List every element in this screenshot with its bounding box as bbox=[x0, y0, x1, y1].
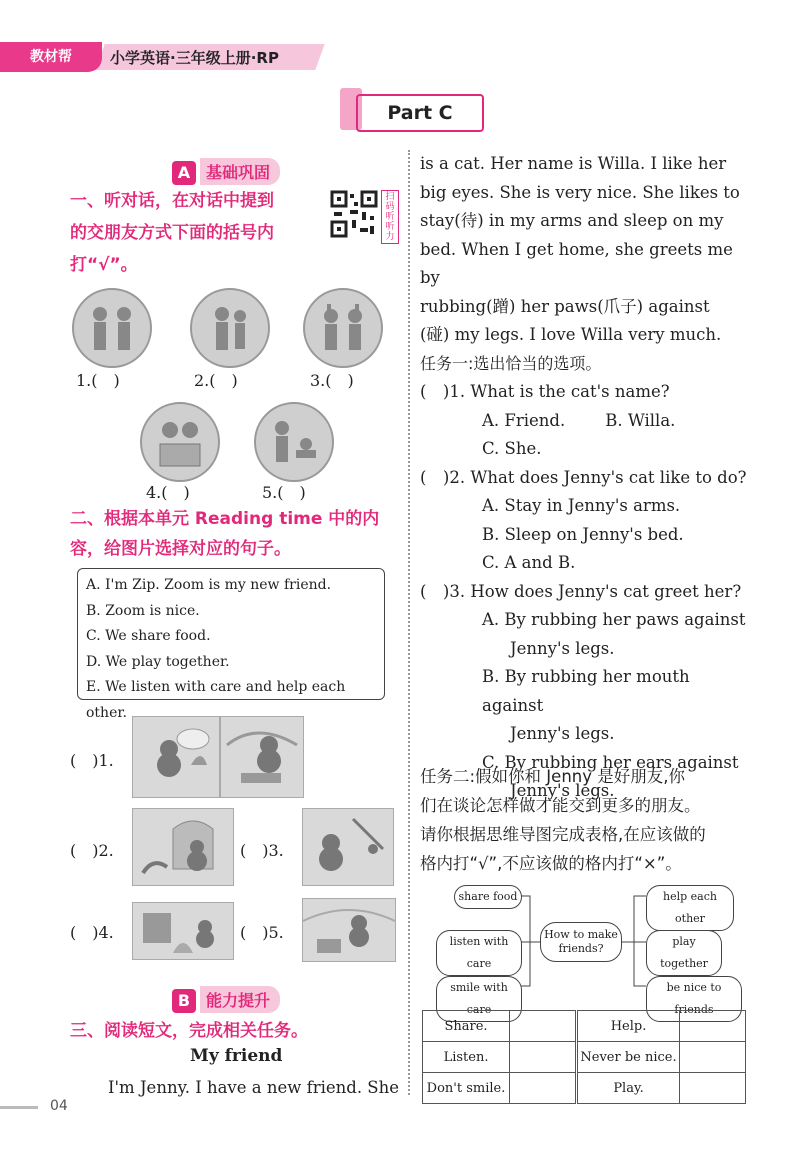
mindmap-node-left-1: share food bbox=[454, 885, 522, 909]
q2-option-a[interactable]: A. Stay in Jenny's arms. bbox=[482, 496, 681, 515]
mindmap-center: How to make friends? bbox=[540, 922, 622, 962]
story-picture-3 bbox=[302, 808, 394, 886]
table-answer-cell[interactable] bbox=[680, 1011, 746, 1042]
q1-title-line1: 一、听对话，在对话中提到 bbox=[70, 191, 274, 211]
passage-line: stay(待) in my arms and sleep on my bbox=[420, 211, 724, 230]
q3-option-a-cont: Jenny's legs. bbox=[510, 638, 615, 658]
q2-blank-1[interactable]: ( )1. bbox=[70, 751, 114, 770]
task1-label: 任务一:选出恰当的选项。 bbox=[420, 353, 602, 373]
table-cell: Play. bbox=[576, 1073, 679, 1104]
friend-picture-5 bbox=[254, 402, 334, 482]
mindmap-node-right-2: play together bbox=[646, 930, 722, 976]
passage-line: rubbing(蹭) her paws(爪子) against bbox=[420, 296, 710, 316]
table-row bbox=[423, 1011, 746, 1042]
table-answer-cell[interactable] bbox=[680, 1073, 746, 1104]
table-cell: Help. bbox=[576, 1011, 679, 1042]
q2-blank-2[interactable]: ( )2. bbox=[70, 841, 114, 860]
q3-option-b[interactable]: B. By rubbing her mouth against bbox=[482, 667, 690, 715]
table-row bbox=[423, 1042, 746, 1073]
friend-picture-4 bbox=[140, 402, 220, 482]
table-answer-cell[interactable] bbox=[510, 1073, 577, 1104]
passage-line: (碰) my legs. I love Willa very much. bbox=[420, 325, 722, 344]
passage-right bbox=[420, 150, 750, 806]
question-2[interactable]: ( )2. What does Jenny's cat like to do? bbox=[420, 467, 747, 487]
q1-blank-1[interactable]: 1.( ) bbox=[76, 371, 120, 390]
question-1-options bbox=[420, 407, 750, 436]
question-3[interactable]: ( )3. How does Jenny's cat greet her? bbox=[420, 581, 742, 601]
story-picture-5 bbox=[302, 898, 396, 962]
q1-blank-4[interactable]: 4.( ) bbox=[146, 483, 190, 502]
table-cell: Listen. bbox=[423, 1042, 510, 1073]
story-picture-1b bbox=[220, 716, 304, 798]
passage-line: is a cat. Her name is Willa. I like her bbox=[420, 154, 727, 173]
table-cell: Share. bbox=[423, 1011, 510, 1042]
part-title: Part C bbox=[356, 94, 484, 132]
task2-text bbox=[420, 762, 760, 878]
friend-picture-1 bbox=[72, 288, 152, 368]
passage-line: bed. When I get home, she greets me by bbox=[420, 239, 733, 287]
friend-picture-2 bbox=[190, 288, 270, 368]
friend-picture-3 bbox=[303, 288, 383, 368]
mindmap-node-right-3: be nice to friends bbox=[646, 976, 742, 1022]
footer-line bbox=[0, 1106, 38, 1109]
q2-option-c: C. We share food. bbox=[86, 628, 211, 644]
column-divider bbox=[408, 150, 411, 1095]
table-cell: Never be nice. bbox=[576, 1042, 679, 1073]
story-picture-2 bbox=[132, 808, 234, 886]
q1-title-line2: 的交朋友方式下面的括号内 bbox=[70, 223, 274, 243]
passage-line-left: I'm Jenny. I have a new friend. She bbox=[108, 1078, 400, 1097]
section-a-letter: A bbox=[172, 161, 196, 185]
q1-blank-3[interactable]: 3.( ) bbox=[310, 371, 354, 390]
table-cell: Don't smile. bbox=[423, 1073, 510, 1104]
task2-line: 格内打“√”,不应该做的格内打“×”。 bbox=[420, 854, 682, 873]
header-tag: 教材帮 bbox=[0, 42, 102, 72]
table-answer-cell[interactable] bbox=[510, 1011, 577, 1042]
qr-label: 扫码听听力 bbox=[381, 190, 399, 244]
q3-option-b-cont: Jenny's legs. bbox=[510, 724, 615, 743]
story-picture-1a bbox=[132, 716, 220, 798]
q2-option-b: B. Zoom is nice. bbox=[86, 602, 200, 619]
q3-option-a[interactable]: A. By rubbing her paws against bbox=[482, 610, 746, 629]
q1-option-c[interactable]: C. She. bbox=[482, 439, 542, 458]
section-b-heading bbox=[172, 986, 280, 1014]
q1-blank-5[interactable]: 5.( ) bbox=[262, 483, 306, 502]
task2-line: 任务二:假如你和 Jenny 是好朋友,你 bbox=[420, 767, 685, 786]
section-b-title: 能力提升 bbox=[200, 986, 280, 1013]
table-answer-cell[interactable] bbox=[510, 1042, 577, 1073]
mindmap-node-right-1: help each other bbox=[646, 885, 734, 931]
question-1[interactable]: ( )1. What is the cat's name? bbox=[420, 382, 670, 401]
q1-title-line3: 打“√”。 bbox=[70, 255, 138, 275]
task2-line: 们在谈论怎样做才能交到更多的朋友。 bbox=[420, 796, 701, 815]
section-b-letter: B bbox=[172, 989, 196, 1013]
q1-option-a[interactable]: A. Friend. bbox=[482, 410, 566, 430]
q3-option-c-cont: Jenny's legs. bbox=[510, 781, 615, 800]
mindmap-node-left-2: listen with care bbox=[436, 930, 522, 976]
q1-blank-2[interactable]: 2.( ) bbox=[194, 371, 238, 390]
table-row bbox=[423, 1073, 746, 1104]
q2-options-box bbox=[77, 568, 385, 721]
q2-option-e: E. We listen with care and help each other. bbox=[86, 679, 346, 721]
qr-code-icon[interactable] bbox=[330, 190, 378, 238]
table-answer-cell[interactable] bbox=[680, 1042, 746, 1073]
section-a-title: 基础巩固 bbox=[200, 158, 280, 185]
passage-title: My friend bbox=[190, 1046, 283, 1066]
q2-blank-4[interactable]: ( )4. bbox=[70, 923, 114, 942]
q3-title: 三、阅读短文，完成相关任务。 bbox=[70, 1021, 308, 1041]
q2-title-line2: 容，给图片选择对应的句子。 bbox=[70, 539, 291, 559]
q2-option-d: D. We play together. bbox=[86, 653, 230, 670]
q1-option-b[interactable]: B. Willa. bbox=[605, 410, 676, 430]
header-title: 小学英语·三年级上册·RP bbox=[110, 49, 279, 67]
answer-table bbox=[422, 1010, 746, 1104]
mindmap-node-left-3: smile with care bbox=[436, 976, 522, 1022]
story-picture-4 bbox=[132, 902, 234, 960]
passage-line: big eyes. She is very nice. She likes to bbox=[420, 182, 740, 202]
q2-option-b[interactable]: B. Sleep on Jenny's bed. bbox=[482, 524, 684, 544]
q2-title-line1: 二、根据本单元 Reading time 中的内 bbox=[70, 509, 380, 529]
q2-option-a: A. I'm Zip. Zoom is my new friend. bbox=[86, 577, 332, 593]
q2-option-c[interactable]: C. A and B. bbox=[482, 553, 576, 572]
task2-line: 请你根据思维导图完成表格,在应该做的 bbox=[420, 825, 706, 844]
section-a-heading bbox=[172, 158, 280, 186]
q3-option-c[interactable]: C. By rubbing her ears against bbox=[482, 752, 739, 772]
q2-blank-5[interactable]: ( )5. bbox=[240, 923, 284, 942]
page-number: 04 bbox=[50, 1098, 68, 1114]
q2-blank-3[interactable]: ( )3. bbox=[240, 841, 284, 860]
